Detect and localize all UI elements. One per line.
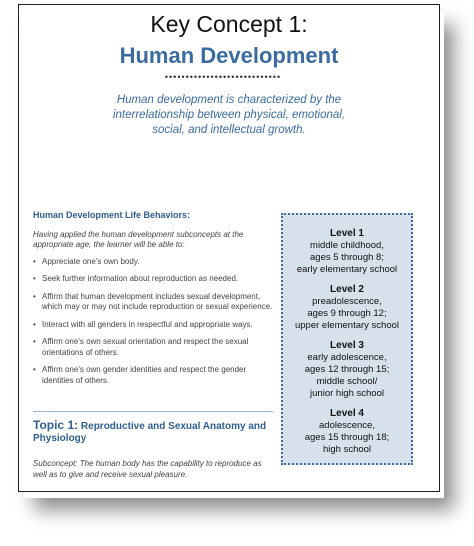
- level-line: middle school/: [316, 376, 378, 387]
- level-block: [283, 228, 411, 276]
- behaviors-lead: Having applied the human development subconcepts at the appropriate age, the learner will be able to:: [33, 229, 244, 249]
- level-block: [283, 408, 411, 456]
- level-title: Level 3: [330, 340, 364, 351]
- concept-name: Human Development: [119, 43, 339, 68]
- level-line: high school: [322, 444, 372, 455]
- topic-title: Reproductive and Sexual Anatomy and Physiology: [33, 421, 267, 444]
- dotted-divider: ••••••••••••••••••••••••••••: [164, 72, 282, 82]
- level-title: Level 2: [330, 284, 364, 295]
- topic-heading: [33, 419, 273, 445]
- subconcept-text: Subconcept: The human body has the capability to reproduce as well as to give and receive sexual pleasure.: [33, 459, 262, 479]
- level-line: early elementary school: [296, 264, 398, 275]
- level-title: Level 1: [330, 228, 364, 239]
- level-line: ages 15 through 18;: [304, 432, 390, 443]
- list-item: [33, 320, 273, 331]
- levels-box: [281, 213, 413, 465]
- level-line: middle childhood,: [310, 240, 384, 251]
- list-item-text: Affirm one's own gender identities and respect the gender identities of others.: [42, 365, 247, 385]
- bullet-icon: •: [33, 256, 36, 266]
- list-item: [33, 257, 273, 268]
- list-item-text: Appreciate one's own body.: [42, 256, 140, 266]
- level-block: [283, 340, 411, 400]
- level-title: Level 4: [330, 408, 364, 419]
- bullet-icon: •: [33, 319, 36, 329]
- list-item: [33, 292, 273, 313]
- key-concept-title: Key Concept 1:: [150, 11, 308, 37]
- list-item-text: Affirm that human development includes sexual development, which may or may not include reproduction or sexual experience.: [42, 291, 273, 311]
- behaviors-heading: Human Development Life Behaviors:: [33, 210, 191, 220]
- list-item-text: Interact with all genders in respectful and appropriate ways.: [42, 319, 253, 329]
- concept-intro: Human development is characterized by the interrelationship between physical, emotional, social, and intellectual growth.: [112, 94, 346, 136]
- document-page: [18, 4, 440, 492]
- level-line: ages 9 through 12;: [307, 308, 387, 319]
- bullet-icon: •: [33, 291, 36, 301]
- section-divider: [33, 411, 273, 412]
- bullet-icon: •: [33, 337, 36, 346]
- list-item-text: Affirm one's own sexual orientation and respect the sexual orientations of others.: [42, 337, 249, 357]
- list-item: [33, 337, 273, 358]
- list-item: [33, 274, 273, 285]
- list-item: [33, 365, 273, 386]
- level-line: preadolescence,: [312, 296, 382, 307]
- list-item-text: Seek further information about reproduction as needed.: [42, 274, 239, 283]
- bullet-icon: •: [33, 274, 36, 283]
- topic-number: Topic 1:: [33, 418, 79, 432]
- bullet-icon: •: [33, 365, 36, 374]
- level-line: upper elementary school: [294, 320, 400, 331]
- level-line: junior high school: [310, 388, 384, 399]
- level-line: ages 5 through 8;: [310, 252, 384, 263]
- behaviors-section: [33, 210, 273, 393]
- level-line: adolescence,: [319, 420, 375, 431]
- level-line: ages 12 through 15;: [304, 364, 390, 375]
- level-block: [283, 284, 411, 332]
- behaviors-list: [33, 257, 273, 387]
- level-line: early adolescence,: [307, 352, 387, 363]
